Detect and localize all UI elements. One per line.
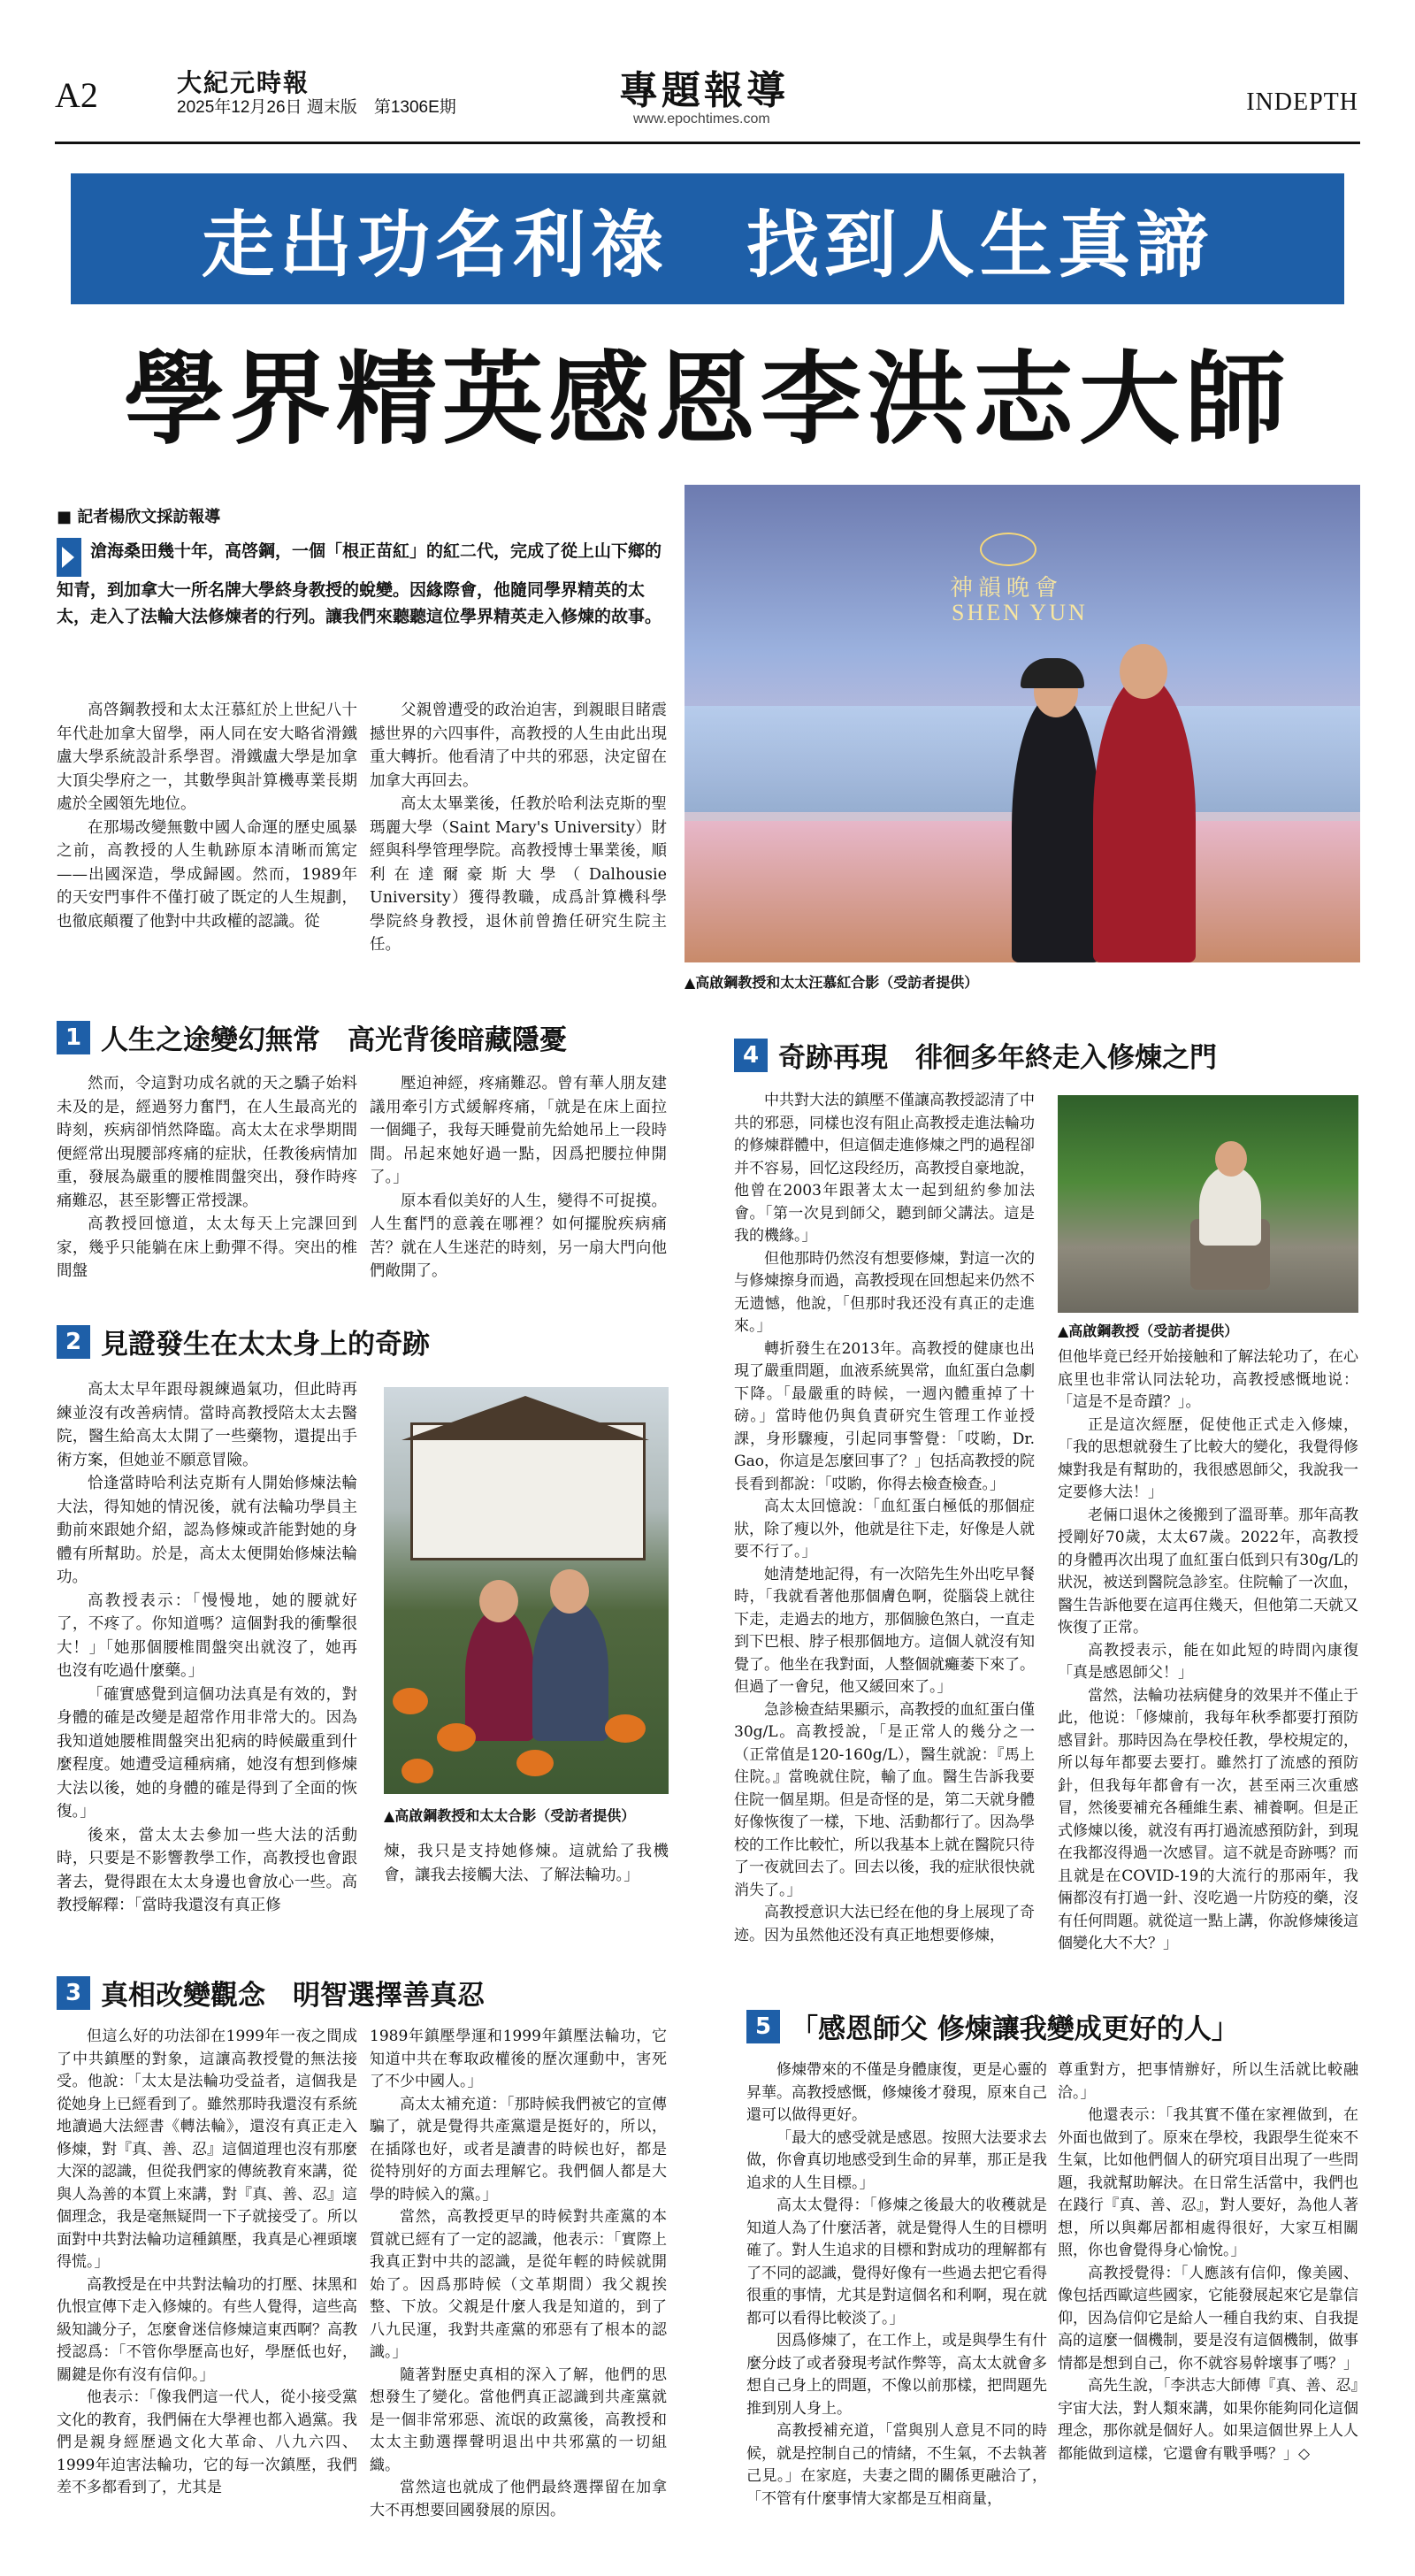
paragraph: 但他毕竟已经开始接触和了解法轮功了，在心底里也非常认同法轮功，高教授感慨地说：「這是不是奇蹟？」。 bbox=[1058, 1348, 1358, 1411]
paragraph: 但他那時仍然沒有想要修煉，對這一次的与修煉擦身而過，高教授现在回想起来仍然不无遗憾，他說，「但那时我还没有真正的走進來。」 bbox=[734, 1249, 1035, 1335]
paragraph: 他還表示：「我其實不僅在家裡做到，在外面也做到了。原來在學校，我跟學生從來不生氣，比如他們個人的研究項目出現了一些問題，我就幫助解決。在日常生活當中，我們也在踐行『真、善、忍』，對人要好，為他人著想，所以與鄰居都相處得很好，大家互相關照，你也會覺得身心愉悅。」 bbox=[1058, 2106, 1358, 2259]
paragraph: 在那場改變無數中國人命運的歷史風暴之前，高教授的人生軌跡原本清晰而篤定——出國深造，學成歸國。然而，1989年的天安門事件不僅打破了既定的人生規劃，也徹底顛覆了他對中共政權的認識。從 bbox=[57, 818, 357, 931]
photo-meditation bbox=[1058, 1095, 1358, 1313]
man-figure bbox=[1093, 675, 1196, 962]
header-rule bbox=[55, 142, 1360, 144]
paragraph: 父親曾遭受的政治迫害，到親眼目睹震撼世界的六四事件，高教授的人生由此出現重大轉折。他看清了中共的邪惡，決定留在加拿大再回去。 bbox=[370, 702, 667, 790]
section-title: 專題報導 bbox=[619, 68, 789, 113]
s3-column-left bbox=[57, 2026, 357, 2500]
page-number: A2 bbox=[55, 75, 98, 115]
lotus-logo-icon bbox=[980, 533, 1036, 566]
paragraph: 中共對大法的鎮壓不僅讓高教授認清了中共的邪惡，同樣也沒有阻止高教授走進法輪功的修煉群體中，但這個走進修煉之門的過程卻并不容易，回忆这段经历，高教授自豪地說，他曾在2003年跟著太太一起到紐約參加法會。「第一次見到師父，聽到師父講法。這是我的機緣。」 bbox=[734, 1092, 1035, 1245]
paragraph: 正是這次經歷，促使他正式走入修煉，「我的思想就發生了比較大的變化，我覺得修煉對我是有幫助的，我很感恩師父，我說我一定要修大法！」 bbox=[1058, 1415, 1358, 1501]
paragraph: 壓迫神經，疼痛難忍。曾有華人朋友建議用牽引方式緩解疼痛，「就是在床上面拉一個繩子，我每天睡覺前先給她吊上一段時間。吊起來她好過一點，因爲把腰拉伸開了。」 bbox=[370, 1075, 667, 1186]
shenyun-logo-cn: 神韻晚會 bbox=[950, 575, 1064, 602]
paragraph: 高啓鋼教授和太太汪慕紅於上世紀八十年代赴加拿大留學，兩人同在安大略省滑鐵盧大學系統設計系學習。滑鐵盧大學是加拿大頂尖學府之一，其數學與計算機專業長期處於全國領先地位。 bbox=[57, 702, 357, 813]
paragraph: 她清楚地記得，有一次陪先生外出吃早餐時，「我就看著他那個膚色啊，從腦袋上就往下走，走過去的地方，那個臉色煞白，一直走到下巴根、脖子根那個地方。這個人就沒有知覺了。他坐在我對面，人整個就癱萎下來了。但過了一會兒，他又緩回來了。」 bbox=[734, 1565, 1035, 1696]
pumpkin bbox=[437, 1723, 476, 1752]
paragraph: 「最大的感受就是感恩。按照大法要求去做，你會真切地感受到生命的昇華，那正是我追求的人生目標。」 bbox=[746, 2128, 1047, 2192]
s5-column-right bbox=[1058, 2059, 1358, 2465]
s1-column-right bbox=[370, 1072, 667, 1284]
s4-column-right bbox=[1058, 1346, 1358, 1956]
man-head bbox=[1120, 644, 1167, 699]
section3-heading bbox=[57, 1973, 485, 2012]
section1-heading bbox=[57, 1017, 567, 1057]
paragraph: 因爲修煉了，在工作上，或是與學生有什麼分歧了或者發現考試作弊等，高太太就會多想自己身上的問題，不像以前那樣，把問題先推到別人身上。 bbox=[746, 2332, 1047, 2418]
photo-roof bbox=[402, 1396, 649, 1440]
pumpkin bbox=[402, 1759, 433, 1783]
lead-text: 滄海桑田幾十年，高啓鋼，一個「根正苗紅」的紅二代，完成了從上山下鄉的知青，到加拿大一所名牌大學終身教授的蛻變。因緣際會，他隨同學界精英的太太，走入了法輪大法修煉者的行列。讓我們來聽聽這位學界精英走入修煉的故事。 bbox=[57, 541, 662, 626]
website-link[interactable]: www.epochtimes.com bbox=[633, 111, 770, 126]
paragraph: 後來，當太太去參加一些大法的活動時，只要是不影響教學工作，高教授也會跟著去，覺得跟在太太身邊也會放心一些。高教授解釋：「當時我還沒有真正修 bbox=[57, 1826, 357, 1914]
section-title: 「感恩師父 修煉讓我變成更好的人」 bbox=[791, 2013, 1239, 2045]
section-number: 1 bbox=[57, 1021, 90, 1054]
section-number: 5 bbox=[746, 2010, 780, 2043]
paragraph: 1989年鎮壓學運和1999年鎮壓法輪功，它知道中共在奪取政權後的歷次運動中，害死了不少中國人。」 bbox=[370, 2028, 667, 2090]
photo-couple-shenyun bbox=[685, 485, 1360, 962]
section-title: 真相改變觀念 明智選擇善真忍 bbox=[101, 1980, 485, 2012]
paragraph: 高太太畢業後，任教於哈利法克斯的聖瑪麗大學（Saint Mary's University）財經與科學管理學院。高教授博士畢業後，順利在達爾豪斯大學（Dalhousie University）獲得教職，成爲計算機科學學院終身教授，退休前曾擔任研究生院主任。 bbox=[370, 795, 667, 954]
paragraph: 高太太補充道：「那時候我們被它的宣傳騙了，就是覺得共產黨還是挺好的，所以，在插隊也好，或者是讀書的時候也好，都是從特別好的方面去理解它。我們個人都是大學的時候入的黨。」 bbox=[370, 2095, 667, 2204]
paragraph: 當然這也就成了他們最終選擇留在加拿大不再想要回國發展的原因。 bbox=[370, 2479, 667, 2519]
section-number: 2 bbox=[57, 1325, 90, 1359]
photo-house bbox=[410, 1422, 646, 1560]
man-head bbox=[1215, 1141, 1247, 1177]
photo-pumpkin-patch bbox=[384, 1387, 669, 1794]
s2-column-tail bbox=[384, 1840, 669, 1887]
paragraph: 高教授回憶道，太太每天上完課回到家，幾乎只能躺在床上動彈不得。突出的椎間盤 bbox=[57, 1215, 357, 1280]
s3-column-right bbox=[370, 2026, 667, 2522]
section-title: 見證發生在太太身上的奇跡 bbox=[101, 1329, 430, 1361]
s1-column-left bbox=[57, 1072, 357, 1284]
paragraph: 隨著對歷史真相的深入了解，他們的思想發生了變化。當他們真正認識到共產黨就是一個非常邪惡、流氓的政黨後，高教授和太太主動選擇聲明退出中共邪黨的一切組織。 bbox=[370, 2365, 667, 2474]
paragraph: 修煉帶來的不僅是身體康復，更是心靈的昇華。高教授感慨，修煉後才發現，原來自己還可以做得更好。 bbox=[746, 2061, 1047, 2124]
pumpkin bbox=[393, 1688, 428, 1714]
s4-column-left bbox=[734, 1090, 1035, 1947]
woman-head bbox=[479, 1580, 518, 1622]
s5-column-left bbox=[746, 2059, 1047, 2511]
paragraph: 急診檢查結果顯示，高教授的血紅蛋白僅30g/L。高教授說，「是正常人的幾分之一（正常值是120-160g/L），醫生就說：『馬上住院。』當晚就住院，輸了血。醫生告訴我要住院一個星期。但是奇怪的是，第二天就身體好像恢復了一樣，下地、活動都行了。因為學校的工作比較忙，所以我基本上就在醫院只待了一夜就回去了。回去以後，我的症狀很快就消失了。」 bbox=[734, 1700, 1035, 1899]
paragraph: 高教授表示：「慢慢地，她的腰就好了，不疼了。你知道嗎？這個對我的衝擊很大！」「她那個腰椎間盤突出就沒了，她再也沒有吃過什麼藥。」 bbox=[57, 1591, 357, 1680]
section-number: 4 bbox=[734, 1039, 768, 1072]
man-head bbox=[550, 1569, 589, 1614]
paragraph: 高太太回憶說：「血紅蛋白極低的那個症狀，除了瘦以外，他就是往下走，好像是人就要不行了。」 bbox=[734, 1498, 1035, 1560]
paragraph: 高太太早年跟母親練過氣功，但此時再練並沒有改善病情。當時高教授陪太太去醫院，醫生給高太太開了一些藥物，還提出手術方案，但她並不願意冒險。 bbox=[57, 1381, 357, 1469]
woman-figure bbox=[1012, 693, 1100, 962]
pumpkin bbox=[516, 1750, 554, 1776]
lead-arrow-icon bbox=[57, 538, 81, 577]
section-title: 奇跡再現 徘徊多年終走入修煉之門 bbox=[778, 1042, 1217, 1074]
paragraph: 高教授是在中共對法輪功的打壓、抹黑和仇恨宣傳下走入修煉的。有些人覺得，這些高級知識分子，怎麼會迷信修煉這東西啊？高教授認爲：「不管你學歷高也好，學歷低也好，關鍵是你有沒有信仰。」 bbox=[57, 2275, 357, 2384]
paragraph: 但這么好的功法卻在1999年一夜之間成了中共鎮壓的對象，這讓高教授覺的無法接受。他說：「太太是法輪功受益者，這個我是從她身上已經看到了。雖然那時我還沒有系統地讀過大法經書《轉法輪》，還沒有真正走入修煉，對『真、善、忍』這個道理也沒有那麼大深的認識，但從我們家的傳統教育來講，從與人為善的本質上來講，對『真、善、忍』這個理念，我是毫無疑問一下子就接受了。所以面對中共對法輪功這種鎮壓，我真是心裡頭壞得慌。」 bbox=[57, 2028, 357, 2271]
section4-heading bbox=[734, 1035, 1217, 1075]
section-number: 3 bbox=[57, 1976, 90, 2010]
paragraph: 煉，我只是支持她修煉。這就給了我機會，讓我去接觸大法、了解法輪功。」 bbox=[384, 1843, 669, 1884]
paragraph: 高教授表示，能在如此短的時間內康復「真是感恩師父！」 bbox=[1058, 1641, 1358, 1682]
paragraph: 高教授覺得：「人應該有信仰，像美國、像包括西歐這些國家，它能發展起來它是靠信仰，因為信仰它是給人一種自我約束、自我提高的這麼一個機制，要是沒有這個機制，做事情都是想到自己，你不就容易幹壞事了嗎？」 bbox=[1058, 2264, 1358, 2373]
shenyun-logo-en: SHEN YUN bbox=[952, 600, 1088, 625]
section-label-en: INDEPTH bbox=[1246, 88, 1358, 116]
photo2-caption: ▲高啟鋼教授和太太合影（受訪者提供） bbox=[384, 1807, 636, 1824]
photo1-caption: ▲高啟鋼教授和太太汪慕紅合影（受訪者提供） bbox=[685, 974, 979, 991]
main-headline: 學界精英感恩李洪志大師 bbox=[123, 340, 1291, 458]
paragraph: 他表示：「像我們這一代人，從小接受黨文化的教育，我們倆在大學裡也都入過黨。我們是親身經歷過文化大革命、八九六四、1999年迫害法輪功，它的每一次鎮壓，我們差不多都看到了，尤其是 bbox=[57, 2388, 357, 2496]
section-title: 人生之途變幻無常 高光背後暗藏隱憂 bbox=[101, 1024, 567, 1056]
paragraph: 原本看似美好的人生，變得不可捉摸。人生奮鬥的意義在哪裡？如何擺脫疾病痛苦？就在人生迷茫的時刻，另一扇大門向他們敞開了。 bbox=[370, 1192, 667, 1280]
newspaper-name: 大紀元時報 bbox=[177, 68, 310, 97]
reporter-byline: ■ 記者楊欣文採訪報導 bbox=[57, 508, 221, 526]
paragraph: 當然，高教授更早的時候對共產黨的本質就已經有了一定的認識，他表示：「實際上我真正對中共的認識，是從年輕的時候就開始了。因爲那時候（文革期間）我父親挨整、下放。父親是什麼人我是知道的，到了八九民運，我對共產黨的邪惡有了根本的認識。」 bbox=[370, 2208, 667, 2361]
paragraph: 轉折發生在2013年。高教授的健康也出現了嚴重問題，血液系統異常，血紅蛋白急劇下降。「最嚴重的時候，一週內體重掉了十磅。」當時他仍與負責研究生管理工作並授課，身形驟瘦，引起同事警覺：「哎喲，Dr. Gao，你這是怎麼回事了？」包括高教授的院長看到都說：「哎喲，你得去檢查檢查。」 bbox=[734, 1339, 1035, 1493]
section5-heading bbox=[746, 2006, 1239, 2046]
woman-hair bbox=[1021, 658, 1084, 688]
paragraph: 高教授意识大法已经在他的身上展现了奇迹。因为虽然他还没有真正地想要修煉， bbox=[734, 1904, 1035, 1944]
man-figure bbox=[1199, 1166, 1261, 1246]
paragraph: 「確實感覺到這個功法真是有效的，對身體的確是改變是超常作用非常大的。因為我知道她腰椎間盤突出犯病的時候嚴重到什麼程度。她遭受這種病痛，她沒有想到修煉大法以後，她的身體的確是得到了全面的恢復。」 bbox=[57, 1685, 357, 1821]
banner-title: 走出功名利祿 找到人生真諦 bbox=[71, 173, 1344, 304]
lead-paragraph bbox=[57, 538, 667, 630]
paragraph: 高太太覺得：「修煉之後最大的收穫就是知道人為了什麼活著，就是覺得人生的目標明確了。對人生追求的目標和對成功的理解都有了不同的認識，覺得好像有一些過去把它看得很重的事情，尤其是對這個名和利啊，現在就都可以看得比較淡了。」 bbox=[746, 2196, 1047, 2327]
paragraph: 當然，法輪功祛病健身的效果并不僅止于此，他说：「修煉前，我每年秋季都要打預防感冒針。那時因為在學校任教，學校規定的，所以每年都要去要打。雖然打了流感的預防針，但我每年都會有一次，甚至兩三次重感冒，然後要補充各種維生素、補養啊。但是正式修煉以後，就沒有再打過流感預防針，到現在我都沒得過一次感冒。這不就是奇跡嗎？而且就是在COVID-19的大流行的那兩年，我倆都沒有打過一針、沒吃過一片防疫的藥，沒有任何問題。就從這一點上講，你說修煉後這個變化大不大？」 bbox=[1058, 1686, 1358, 1952]
man-figure bbox=[532, 1599, 608, 1741]
paragraph: 尊重對方，把事情辦好，所以生活就比較融洽。」 bbox=[1058, 2061, 1358, 2102]
photo3-caption: ▲高啟鋼教授（受訪者提供） bbox=[1058, 1322, 1239, 1339]
paragraph: 恰逢當時哈利法克斯有人開始修煉法輪大法，得知她的情況後，就有法輪功學員主動前來跟她介紹，認為修煉或許能對她的身體有所幫助。於是，高太太便開始修煉法輪功。 bbox=[57, 1475, 357, 1586]
intro-column-left bbox=[57, 699, 357, 933]
section2-heading bbox=[57, 1322, 430, 1361]
issue-date: 2025年12月26日 週末版 第1306E期 bbox=[177, 98, 456, 117]
woman-figure bbox=[465, 1608, 534, 1741]
intro-column-right bbox=[370, 699, 667, 957]
paragraph: 然而，令這對功成名就的天之驕子始料未及的是，經過努力奮鬥，在人生最高光的時刻，疾病卻悄然降臨。高太太在求學期間便經常出現腰部疼痛的症狀，任教後病情加重，發展為嚴重的腰椎間盤突出，發作時疼痛難忍，甚至影響正常授課。 bbox=[57, 1075, 357, 1210]
paragraph: 老倆口退休之後搬到了溫哥華。那年高教授剛好70歲，太太67歲。2022年，高教授的身體再次出現了血紅蛋白低到只有30g/L的狀況，被送到醫院急診室。住院輸了一次血，醫生告訴他要在這再住幾天，但他第二天就又恢復了正常。 bbox=[1058, 1506, 1358, 1637]
paragraph: 高教授補充道，「當與別人意見不同的時候，就是控制自己的情緒，不生氣，不去執著己見。」在家庭，夫妻之間的關係更融洽了，「不管有什麼事情大家都是互相商量， bbox=[746, 2422, 1047, 2508]
pumpkin bbox=[605, 1714, 646, 1743]
s2-column-left bbox=[57, 1378, 357, 1918]
paragraph: 高先生說，「李洪志大師傳『真、善、忍』宇宙大法，對人類來講，如果你能夠同化這個理念，那你就是個好人。如果這個世界上人人都能做到這樣，它還會有戰爭嗎？」◇ bbox=[1058, 2377, 1358, 2463]
